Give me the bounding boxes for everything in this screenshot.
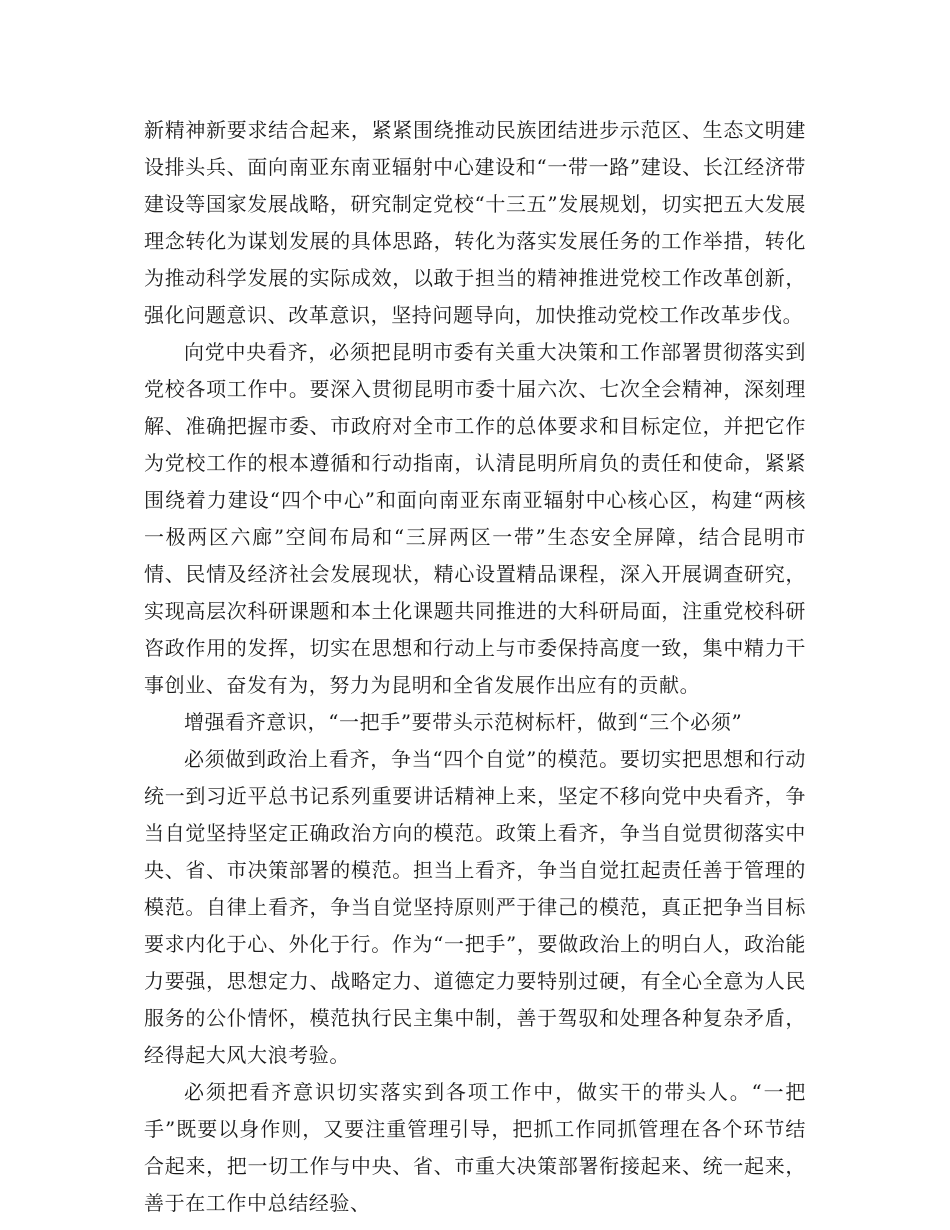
section-heading-leader-example: 增强看齐意识，“一把手”要带头示范树标杆，做到“三个必须” <box>184 710 743 734</box>
document-body <box>144 112 806 1222</box>
paragraph-continuation: 新精神新要求结合起来，紧紧围绕推动民族团结进步示范区、生态文明建设排头兵、面向南亚东南亚辐射中心建设和“一带一路”建设、长江经济带建设等国家发展战略，研究制定党校“十三五”发展规划，切实把五大发展理念转化为谋划发展的具体思路，转化为落实发展任务的工作举措，转化为推动科学发展的实际成效，以敢于担当的精神推进党校工作改革创新，强化问题意识、改革意识，坚持问题导向，加快推动党校工作改革步伐。 <box>144 118 806 327</box>
paragraph-political-alignment: 必须做到政治上看齐，争当“四个自觉”的模范。要切实把思想和行动统一到习近平总书记系列重要讲话精神上来，坚定不移向党中央看齐，争当自觉坚持坚定正确政治方向的模范。政策上看齐，争当自觉贯彻落实中央、省、市决策部署的模范。担当上看齐，争当自觉扛起责任善于管理的模范。自律上看齐，争当自觉坚持原则严于律己的模范，真正把争当目标要求内化于心、外化于行。作为“一把手”，要做政治上的明白人，政治能力要强，思想定力、战略定力、道德定力要特别过硬，有全心全意为人民服务的公仆情怀，模范执行民主集中制，善于驾驭和处理各种复杂矛盾，经得起大风大浪考验。 <box>144 747 806 1067</box>
paragraph-work-implementation: 必须把看齐意识切实落实到各项工作中，做实干的带头人。“一把手”既要以身作则，又要注重管理引导，把抓工作同抓管理在各个环节结合起来，把一切工作与中央、省、市重大决策部署衔接起来、统一起来，善于在工作中总结经验、 <box>144 1080 806 1215</box>
paragraph-central-committee-alignment: 向党中央看齐，必须把昆明市委有关重大决策和工作部署贯彻落实到党校各项工作中。要深入贯彻昆明市委十届六次、七次全会精神，深刻理解、准确把握市委、市政府对全市工作的总体要求和目标定位，并把它作为党校工作的根本遵循和行动指南，认清昆明所肩负的责任和使命，紧紧围绕着力建设“四个中心”和面向南亚东南亚辐射中心核心区，构建“两核一极两区六廊”空间布局和“三屏两区一带”生态安全屏障，结合昆明市情、民情及经济社会发展现状，精心设置精品课程，深入开展调查研究，实现高层次科研课题和本土化课题共同推进的大科研局面，注重党校科研咨政作用的发挥，切实在思想和行动上与市委保持高度一致，集中精力干事创业、奋发有为，努力为昆明和全省发展作出应有的贡献。 <box>144 340 806 697</box>
